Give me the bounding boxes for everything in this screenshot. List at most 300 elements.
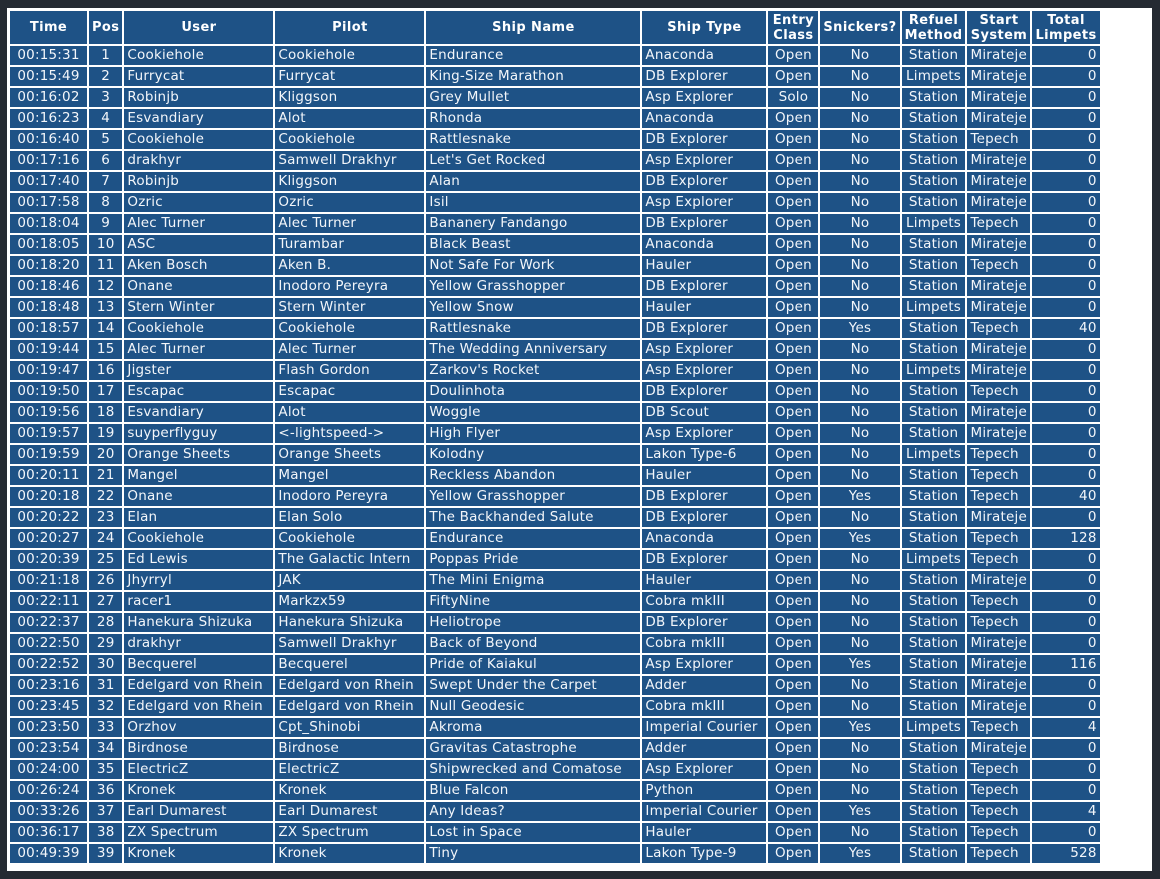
cell-ship-type: DB Explorer xyxy=(642,508,766,527)
cell-snickers: No xyxy=(820,88,899,107)
column-header-snickers: Snickers? xyxy=(820,11,899,44)
cell-ship-name: Kolodny xyxy=(426,445,640,464)
cell-ship-name: Poppas Pride xyxy=(426,550,640,569)
cell-start-system: Tepech xyxy=(967,550,1030,569)
cell-refuel: Station xyxy=(902,571,966,590)
cell-pos: 6 xyxy=(89,151,122,170)
cell-limpets: 0 xyxy=(1032,571,1099,590)
cell-snickers: No xyxy=(820,508,899,527)
cell-pilot: Flash Gordon xyxy=(275,361,424,380)
cell-user: ElectricZ xyxy=(124,760,273,779)
cell-start-system: Mirateje xyxy=(967,697,1030,716)
cell-start-system: Mirateje xyxy=(967,172,1030,191)
cell-time: 00:18:20 xyxy=(10,256,87,275)
cell-user: Robinjb xyxy=(124,172,273,191)
cell-user: Edelgard von Rhein xyxy=(124,676,273,695)
cell-limpets: 0 xyxy=(1032,592,1099,611)
cell-user: Orzhov xyxy=(124,718,273,737)
cell-start-system: Tepech xyxy=(967,844,1030,863)
column-header-limpets: Total Limpets xyxy=(1032,11,1099,44)
cell-entry-class: Open xyxy=(768,739,818,758)
cell-start-system: Mirateje xyxy=(967,739,1030,758)
table-row xyxy=(10,445,1100,464)
cell-entry-class: Open xyxy=(768,844,818,863)
cell-time: 00:16:02 xyxy=(10,88,87,107)
cell-pos: 36 xyxy=(89,781,122,800)
cell-start-system: Mirateje xyxy=(967,634,1030,653)
cell-refuel: Limpets xyxy=(902,718,966,737)
cell-refuel: Station xyxy=(902,88,966,107)
cell-ship-type: Imperial Courier xyxy=(642,718,766,737)
cell-snickers: No xyxy=(820,739,899,758)
cell-ship-type: DB Explorer xyxy=(642,487,766,506)
cell-pos: 11 xyxy=(89,256,122,275)
cell-start-system: Tepech xyxy=(967,130,1030,149)
cell-ship-name: King-Size Marathon xyxy=(426,67,640,86)
column-header-start-system: Start System xyxy=(967,11,1030,44)
cell-pos: 32 xyxy=(89,697,122,716)
cell-pilot: Turambar xyxy=(275,235,424,254)
column-header-ship-name: Ship Name xyxy=(426,11,640,44)
cell-entry-class: Open xyxy=(768,781,818,800)
cell-refuel: Station xyxy=(902,844,966,863)
cell-ship-type: Asp Explorer xyxy=(642,760,766,779)
table-row xyxy=(10,340,1100,359)
cell-snickers: No xyxy=(820,109,899,128)
table-body xyxy=(10,46,1100,863)
column-header-time: Time xyxy=(10,11,87,44)
cell-pilot: Inodoro Pereyra xyxy=(275,487,424,506)
cell-pos: 12 xyxy=(89,277,122,296)
cell-snickers: No xyxy=(820,256,899,275)
cell-pilot: Hanekura Shizuka xyxy=(275,613,424,632)
cell-pos: 8 xyxy=(89,193,122,212)
table-row xyxy=(10,172,1100,191)
cell-limpets: 0 xyxy=(1032,172,1099,191)
cell-refuel: Station xyxy=(902,340,966,359)
cell-time: 00:20:27 xyxy=(10,529,87,548)
cell-limpets: 4 xyxy=(1032,802,1099,821)
cell-ship-name: The Mini Enigma xyxy=(426,571,640,590)
cell-entry-class: Open xyxy=(768,46,818,65)
cell-time: 00:15:49 xyxy=(10,67,87,86)
cell-user: ASC xyxy=(124,235,273,254)
cell-ship-name: Woggle xyxy=(426,403,640,422)
cell-pilot: Samwell Drakhyr xyxy=(275,151,424,170)
cell-user: Robinjb xyxy=(124,88,273,107)
cell-entry-class: Open xyxy=(768,214,818,233)
cell-pilot: <-lightspeed-> xyxy=(275,424,424,443)
cell-pilot: Ozric xyxy=(275,193,424,212)
cell-user: Jhyrryl xyxy=(124,571,273,590)
cell-pos: 21 xyxy=(89,466,122,485)
cell-snickers: No xyxy=(820,382,899,401)
cell-refuel: Station xyxy=(902,508,966,527)
cell-refuel: Station xyxy=(902,256,966,275)
cell-ship-type: Asp Explorer xyxy=(642,424,766,443)
cell-ship-name: Yellow Grasshopper xyxy=(426,277,640,296)
cell-time: 00:36:17 xyxy=(10,823,87,842)
cell-ship-name: Black Beast xyxy=(426,235,640,254)
cell-pilot: Elan Solo xyxy=(275,508,424,527)
cell-ship-name: High Flyer xyxy=(426,424,640,443)
table-row xyxy=(10,256,1100,275)
cell-ship-name: Rhonda xyxy=(426,109,640,128)
cell-refuel: Station xyxy=(902,760,966,779)
cell-user: Alec Turner xyxy=(124,340,273,359)
cell-pos: 24 xyxy=(89,529,122,548)
cell-snickers: No xyxy=(820,193,899,212)
cell-time: 00:22:52 xyxy=(10,655,87,674)
cell-pilot: Cookiehole xyxy=(275,46,424,65)
cell-pos: 25 xyxy=(89,550,122,569)
cell-snickers: No xyxy=(820,67,899,86)
cell-start-system: Tepech xyxy=(967,319,1030,338)
table-row xyxy=(10,781,1100,800)
cell-refuel: Limpets xyxy=(902,445,966,464)
cell-time: 00:18:04 xyxy=(10,214,87,233)
cell-entry-class: Open xyxy=(768,508,818,527)
cell-pos: 26 xyxy=(89,571,122,590)
cell-entry-class: Open xyxy=(768,67,818,86)
column-header-pilot: Pilot xyxy=(275,11,424,44)
cell-entry-class: Open xyxy=(768,340,818,359)
cell-refuel: Station xyxy=(902,403,966,422)
cell-pos: 23 xyxy=(89,508,122,527)
cell-ship-name: Zarkov's Rocket xyxy=(426,361,640,380)
cell-refuel: Station xyxy=(902,781,966,800)
cell-time: 00:21:18 xyxy=(10,571,87,590)
cell-time: 00:16:40 xyxy=(10,130,87,149)
cell-limpets: 0 xyxy=(1032,298,1099,317)
cell-ship-type: Asp Explorer xyxy=(642,655,766,674)
table-row xyxy=(10,487,1100,506)
cell-refuel: Station xyxy=(902,172,966,191)
cell-user: suyperflyguy xyxy=(124,424,273,443)
cell-user: Mangel xyxy=(124,466,273,485)
cell-snickers: No xyxy=(820,361,899,380)
cell-ship-type: Cobra mkIII xyxy=(642,592,766,611)
cell-limpets: 4 xyxy=(1032,718,1099,737)
column-header-user: User xyxy=(124,11,273,44)
table-row xyxy=(10,529,1100,548)
cell-entry-class: Open xyxy=(768,592,818,611)
cell-ship-type: DB Explorer xyxy=(642,277,766,296)
cell-ship-name: Heliotrope xyxy=(426,613,640,632)
cell-start-system: Tepech xyxy=(967,214,1030,233)
cell-snickers: No xyxy=(820,214,899,233)
cell-ship-type: DB Explorer xyxy=(642,382,766,401)
cell-pos: 1 xyxy=(89,46,122,65)
cell-ship-type: Cobra mkIII xyxy=(642,634,766,653)
cell-ship-type: DB Explorer xyxy=(642,550,766,569)
table-row xyxy=(10,46,1100,65)
cell-time: 00:20:22 xyxy=(10,508,87,527)
cell-pilot: ElectricZ xyxy=(275,760,424,779)
cell-limpets: 0 xyxy=(1032,508,1099,527)
table-row xyxy=(10,802,1100,821)
cell-time: 00:26:24 xyxy=(10,781,87,800)
cell-limpets: 0 xyxy=(1032,130,1099,149)
cell-pilot: Kliggson xyxy=(275,88,424,107)
cell-entry-class: Open xyxy=(768,277,818,296)
cell-entry-class: Open xyxy=(768,550,818,569)
cell-ship-type: Anaconda xyxy=(642,109,766,128)
cell-pilot: Alot xyxy=(275,403,424,422)
cell-limpets: 0 xyxy=(1032,697,1099,716)
cell-snickers: No xyxy=(820,466,899,485)
cell-user: Stern Winter xyxy=(124,298,273,317)
table-row xyxy=(10,88,1100,107)
column-header-pos: Pos xyxy=(89,11,122,44)
table-row xyxy=(10,571,1100,590)
cell-time: 00:20:18 xyxy=(10,487,87,506)
cell-pos: 5 xyxy=(89,130,122,149)
cell-refuel: Station xyxy=(902,739,966,758)
cell-time: 00:24:00 xyxy=(10,760,87,779)
cell-entry-class: Solo xyxy=(768,88,818,107)
cell-snickers: No xyxy=(820,781,899,800)
cell-snickers: No xyxy=(820,760,899,779)
cell-start-system: Mirateje xyxy=(967,403,1030,422)
cell-time: 00:19:44 xyxy=(10,340,87,359)
cell-time: 00:17:58 xyxy=(10,193,87,212)
cell-start-system: Mirateje xyxy=(967,361,1030,380)
cell-start-system: Tepech xyxy=(967,256,1030,275)
cell-ship-type: Anaconda xyxy=(642,529,766,548)
cell-start-system: Mirateje xyxy=(967,88,1030,107)
table-row xyxy=(10,718,1100,737)
cell-pos: 15 xyxy=(89,340,122,359)
cell-entry-class: Open xyxy=(768,109,818,128)
cell-snickers: No xyxy=(820,697,899,716)
cell-snickers: No xyxy=(820,571,899,590)
cell-refuel: Station xyxy=(902,46,966,65)
cell-limpets: 0 xyxy=(1032,67,1099,86)
cell-pilot: Edelgard von Rhein xyxy=(275,697,424,716)
cell-pilot: Markzx59 xyxy=(275,592,424,611)
cell-ship-name: Not Safe For Work xyxy=(426,256,640,275)
cell-pos: 37 xyxy=(89,802,122,821)
table-row xyxy=(10,508,1100,527)
cell-entry-class: Open xyxy=(768,697,818,716)
cell-limpets: 0 xyxy=(1032,277,1099,296)
cell-entry-class: Open xyxy=(768,130,818,149)
cell-refuel: Station xyxy=(902,235,966,254)
cell-ship-type: Python xyxy=(642,781,766,800)
cell-entry-class: Open xyxy=(768,298,818,317)
column-header-entry-class: Entry Class xyxy=(768,11,818,44)
cell-ship-type: Anaconda xyxy=(642,46,766,65)
cell-user: Earl Dumarest xyxy=(124,802,273,821)
cell-user: Cookiehole xyxy=(124,130,273,149)
cell-entry-class: Open xyxy=(768,529,818,548)
cell-ship-name: Shipwrecked and Comatose xyxy=(426,760,640,779)
cell-ship-name: Isil xyxy=(426,193,640,212)
cell-ship-type: Asp Explorer xyxy=(642,151,766,170)
cell-ship-name: Swept Under the Carpet xyxy=(426,676,640,695)
cell-start-system: Tepech xyxy=(967,487,1030,506)
cell-snickers: Yes xyxy=(820,529,899,548)
cell-pilot: Cookiehole xyxy=(275,529,424,548)
cell-start-system: Tepech xyxy=(967,613,1030,632)
cell-entry-class: Open xyxy=(768,718,818,737)
cell-time: 00:19:47 xyxy=(10,361,87,380)
table-row xyxy=(10,109,1100,128)
cell-limpets: 0 xyxy=(1032,823,1099,842)
cell-limpets: 0 xyxy=(1032,634,1099,653)
cell-snickers: Yes xyxy=(820,802,899,821)
cell-limpets: 0 xyxy=(1032,88,1099,107)
cell-limpets: 0 xyxy=(1032,256,1099,275)
cell-user: Cookiehole xyxy=(124,319,273,338)
cell-entry-class: Open xyxy=(768,613,818,632)
table-row xyxy=(10,466,1100,485)
cell-entry-class: Open xyxy=(768,802,818,821)
cell-ship-type: Imperial Courier xyxy=(642,802,766,821)
cell-snickers: Yes xyxy=(820,655,899,674)
cell-ship-name: Tiny xyxy=(426,844,640,863)
cell-user: Edelgard von Rhein xyxy=(124,697,273,716)
cell-ship-name: The Wedding Anniversary xyxy=(426,340,640,359)
table-row xyxy=(10,739,1100,758)
cell-refuel: Limpets xyxy=(902,67,966,86)
cell-ship-name: Lost in Space xyxy=(426,823,640,842)
cell-limpets: 0 xyxy=(1032,235,1099,254)
cell-time: 00:22:37 xyxy=(10,613,87,632)
cell-pilot: Alot xyxy=(275,109,424,128)
cell-time: 00:18:57 xyxy=(10,319,87,338)
cell-ship-type: Asp Explorer xyxy=(642,88,766,107)
cell-ship-type: Hauler xyxy=(642,298,766,317)
cell-pilot: Inodoro Pereyra xyxy=(275,277,424,296)
cell-ship-name: FiftyNine xyxy=(426,592,640,611)
cell-pilot: Kronek xyxy=(275,781,424,800)
cell-user: Esvandiary xyxy=(124,109,273,128)
cell-ship-name: Grey Mullet xyxy=(426,88,640,107)
cell-user: Esvandiary xyxy=(124,403,273,422)
cell-start-system: Tepech xyxy=(967,760,1030,779)
cell-ship-name: Any Ideas? xyxy=(426,802,640,821)
cell-limpets: 0 xyxy=(1032,466,1099,485)
cell-ship-name: Doulinhota xyxy=(426,382,640,401)
cell-snickers: Yes xyxy=(820,487,899,506)
cell-user: Kronek xyxy=(124,781,273,800)
cell-pos: 17 xyxy=(89,382,122,401)
cell-limpets: 0 xyxy=(1032,781,1099,800)
cell-start-system: Tepech xyxy=(967,718,1030,737)
cell-entry-class: Open xyxy=(768,403,818,422)
table-row xyxy=(10,550,1100,569)
cell-pos: 20 xyxy=(89,445,122,464)
cell-limpets: 0 xyxy=(1032,613,1099,632)
cell-user: ZX Spectrum xyxy=(124,823,273,842)
cell-snickers: No xyxy=(820,550,899,569)
cell-time: 00:19:59 xyxy=(10,445,87,464)
cell-ship-name: Pride of Kaiakul xyxy=(426,655,640,674)
cell-time: 00:19:57 xyxy=(10,424,87,443)
cell-user: Ed Lewis xyxy=(124,550,273,569)
cell-user: Hanekura Shizuka xyxy=(124,613,273,632)
cell-limpets: 0 xyxy=(1032,46,1099,65)
cell-pos: 31 xyxy=(89,676,122,695)
cell-ship-type: Asp Explorer xyxy=(642,340,766,359)
cell-snickers: No xyxy=(820,403,899,422)
cell-limpets: 0 xyxy=(1032,424,1099,443)
cell-start-system: Mirateje xyxy=(967,571,1030,590)
cell-refuel: Station xyxy=(902,592,966,611)
cell-user: Cookiehole xyxy=(124,529,273,548)
cell-start-system: Mirateje xyxy=(967,655,1030,674)
cell-ship-type: DB Explorer xyxy=(642,67,766,86)
cell-ship-name: Gravitas Catastrophe xyxy=(426,739,640,758)
cell-snickers: No xyxy=(820,592,899,611)
cell-snickers: No xyxy=(820,151,899,170)
cell-start-system: Mirateje xyxy=(967,235,1030,254)
cell-pos: 27 xyxy=(89,592,122,611)
cell-snickers: No xyxy=(820,172,899,191)
cell-start-system: Tepech xyxy=(967,781,1030,800)
cell-entry-class: Open xyxy=(768,235,818,254)
column-header-ship-type: Ship Type xyxy=(642,11,766,44)
cell-ship-name: Null Geodesic xyxy=(426,697,640,716)
cell-snickers: No xyxy=(820,634,899,653)
cell-ship-type: DB Explorer xyxy=(642,172,766,191)
cell-pos: 29 xyxy=(89,634,122,653)
cell-refuel: Station xyxy=(902,802,966,821)
cell-start-system: Mirateje xyxy=(967,298,1030,317)
cell-start-system: Mirateje xyxy=(967,676,1030,695)
cell-ship-type: DB Scout xyxy=(642,403,766,422)
cell-refuel: Station xyxy=(902,823,966,842)
cell-user: Birdnose xyxy=(124,739,273,758)
table-row xyxy=(10,277,1100,296)
cell-user: Onane xyxy=(124,487,273,506)
column-header-refuel: Refuel Method xyxy=(902,11,966,44)
cell-snickers: No xyxy=(820,823,899,842)
cell-ship-type: Lakon Type-9 xyxy=(642,844,766,863)
cell-pilot: Samwell Drakhyr xyxy=(275,634,424,653)
cell-pos: 7 xyxy=(89,172,122,191)
cell-limpets: 40 xyxy=(1032,487,1099,506)
cell-ship-name: Blue Falcon xyxy=(426,781,640,800)
cell-pilot: Edelgard von Rhein xyxy=(275,676,424,695)
cell-pos: 22 xyxy=(89,487,122,506)
cell-pos: 38 xyxy=(89,823,122,842)
cell-snickers: No xyxy=(820,235,899,254)
cell-snickers: No xyxy=(820,46,899,65)
cell-start-system: Mirateje xyxy=(967,277,1030,296)
cell-user: Orange Sheets xyxy=(124,445,273,464)
table-row xyxy=(10,151,1100,170)
cell-time: 00:20:11 xyxy=(10,466,87,485)
cell-start-system: Mirateje xyxy=(967,340,1030,359)
cell-user: Becquerel xyxy=(124,655,273,674)
cell-entry-class: Open xyxy=(768,487,818,506)
cell-pilot: Cookiehole xyxy=(275,319,424,338)
cell-pos: 9 xyxy=(89,214,122,233)
cell-entry-class: Open xyxy=(768,382,818,401)
table-row xyxy=(10,235,1100,254)
cell-snickers: Yes xyxy=(820,718,899,737)
cell-ship-type: DB Explorer xyxy=(642,319,766,338)
cell-ship-name: Yellow Grasshopper xyxy=(426,487,640,506)
cell-refuel: Station xyxy=(902,655,966,674)
cell-start-system: Tepech xyxy=(967,445,1030,464)
table-row xyxy=(10,760,1100,779)
table-row xyxy=(10,424,1100,443)
table-row xyxy=(10,634,1100,653)
